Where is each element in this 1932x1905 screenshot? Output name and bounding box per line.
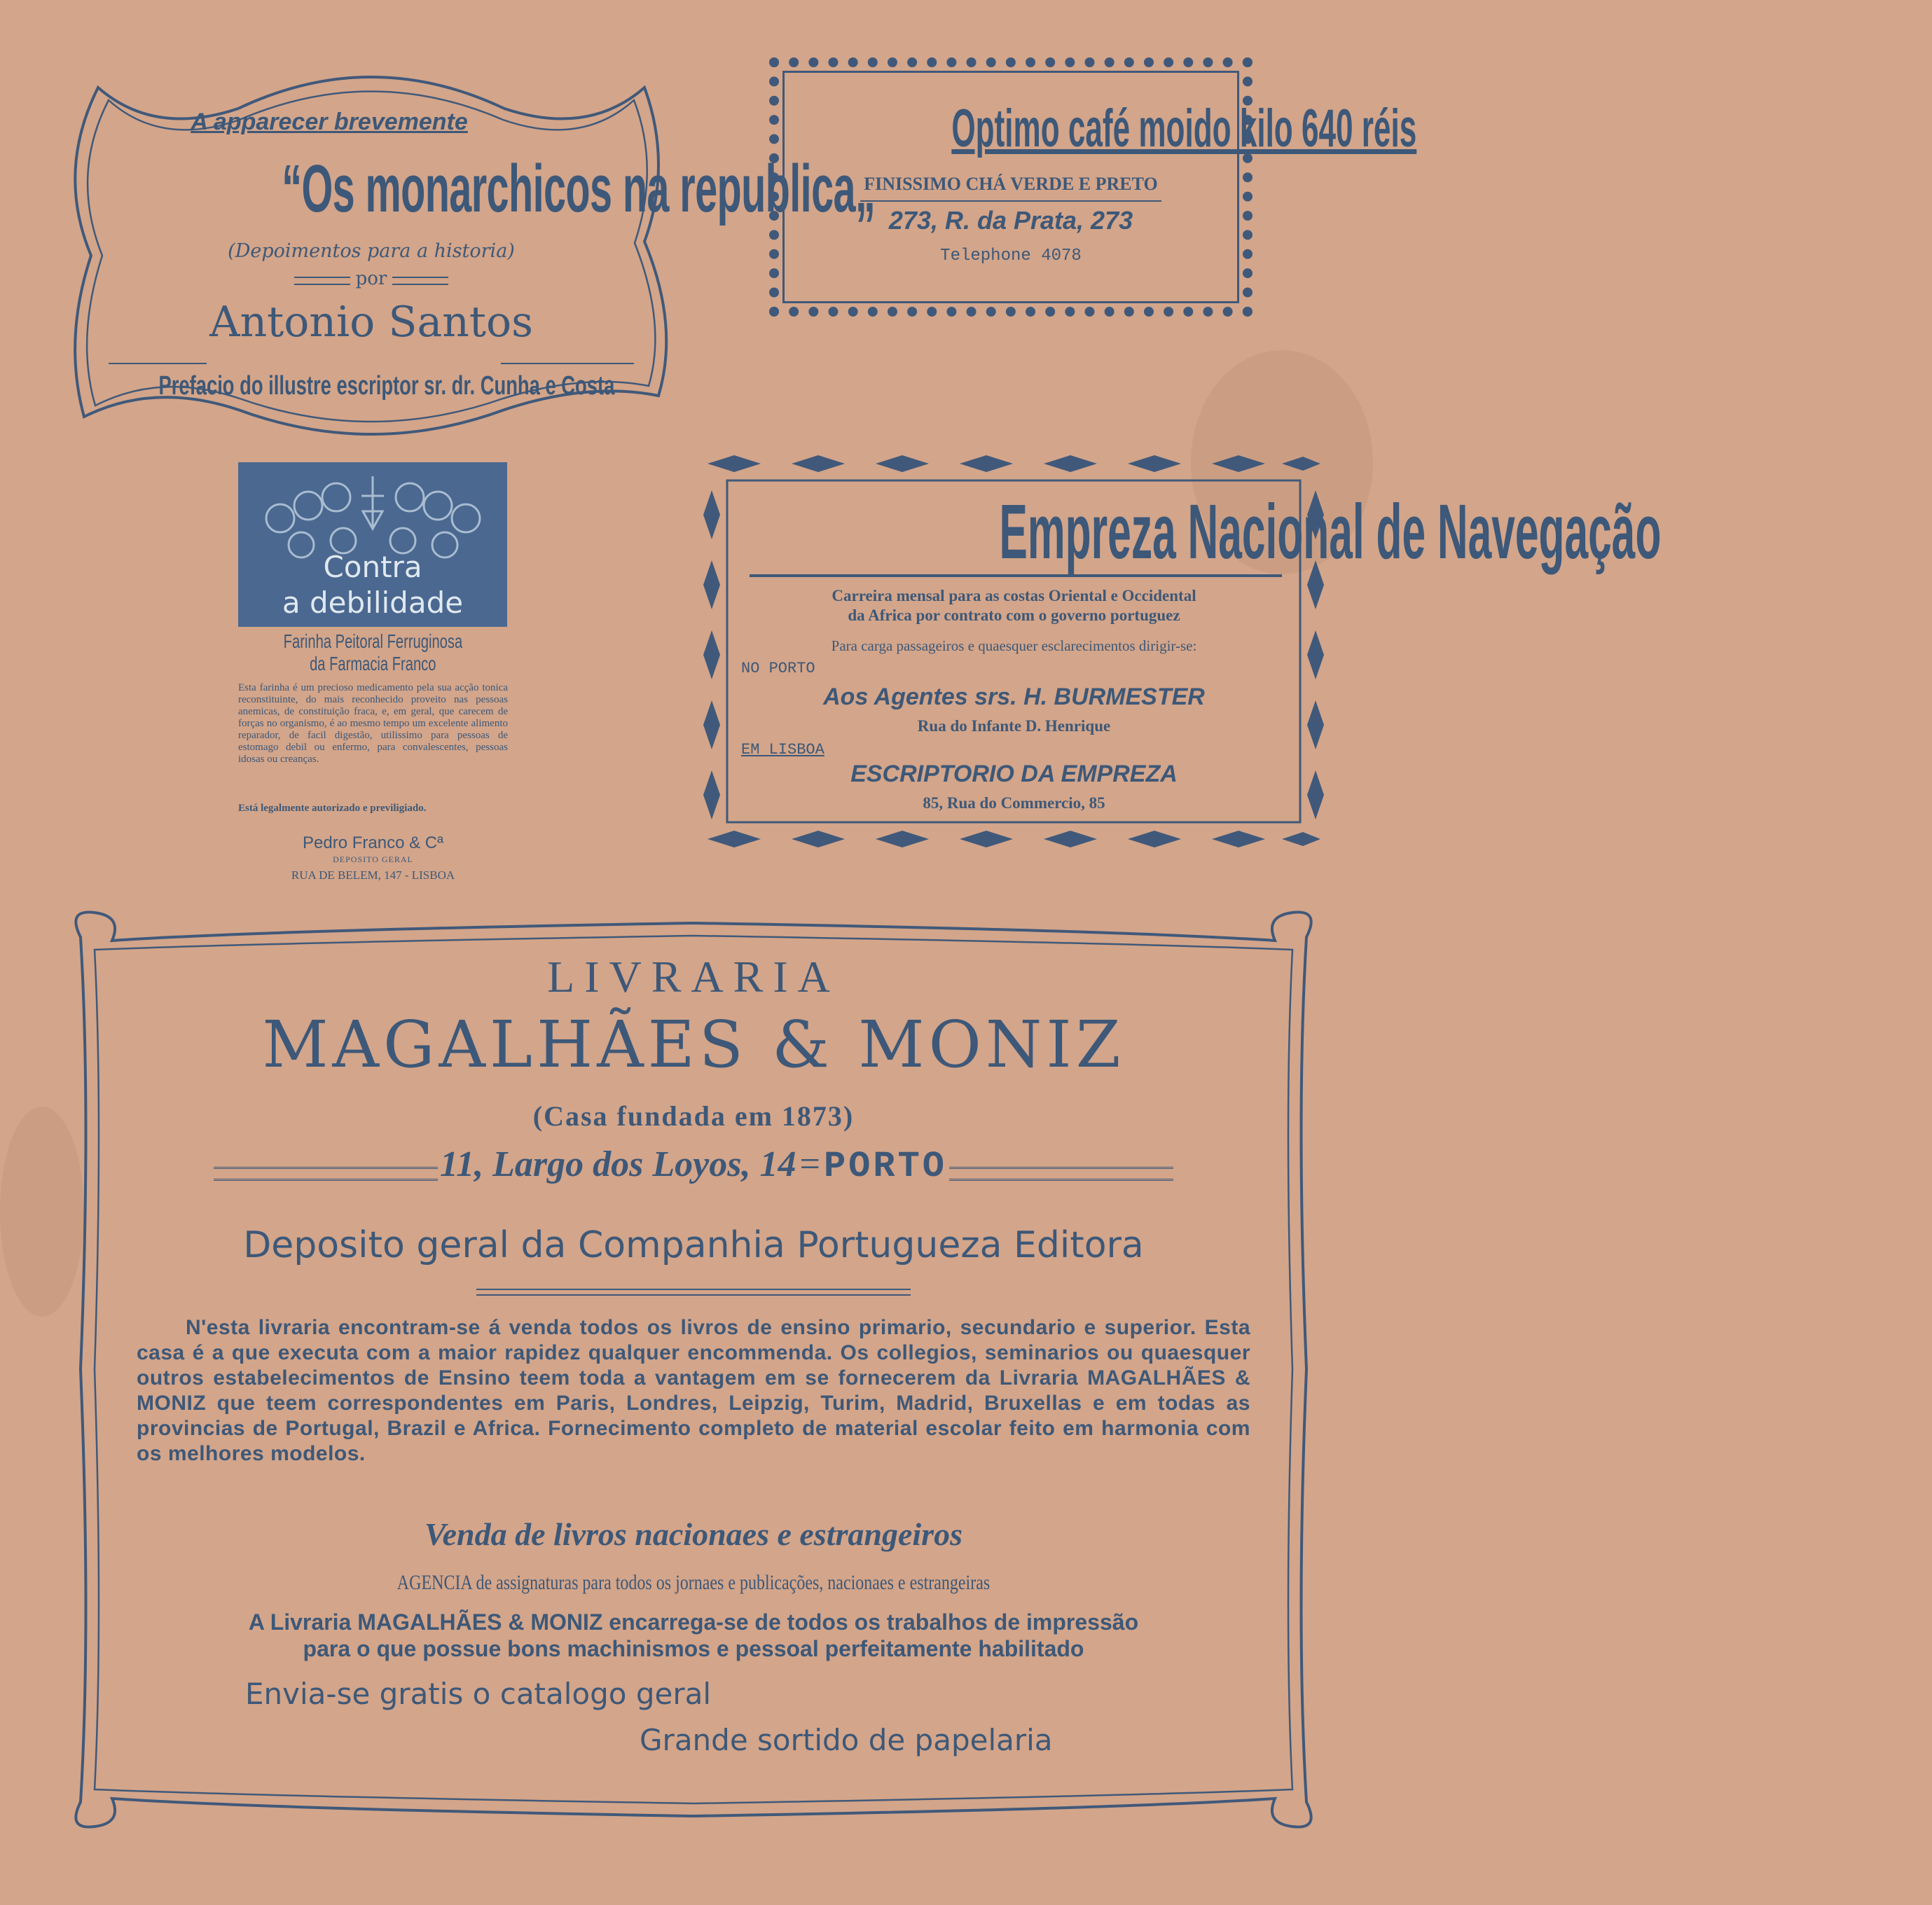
empreza-lisboa-street: 85, Rua do Commercio, 85	[923, 794, 1105, 812]
farinha-body: Esta farinha é um precioso medicamento pela sua acção tonica reconstituinte, do mais reconhecido proveito nas pessoas anemicas, de constituição fraca, e, em geral, que carecem de forças no organismo, é ao mesmo tempo um excelente alimento reparador, de facil digestão, utilissimo para pessoas de estomago debil ou enfermo, para convalescentes, pessoas idosas ou creanças.	[238, 682, 508, 765]
empreza-porto-label: NO PORTO	[741, 660, 815, 677]
farinha-address: RUA DE BELEM, 147 - LISBOA	[291, 868, 455, 882]
monarchicos-kicker: A apparecer brevemente	[191, 109, 468, 135]
divider	[476, 1289, 911, 1290]
monarchicos-preface: Prefacio do illustre escriptor sr. dr. Cunha e Costa	[158, 371, 615, 401]
livraria-founded: (Casa fundada em 1873)	[532, 1100, 855, 1132]
empreza-lisboa-label: EM LISBOA	[741, 741, 824, 758]
divider	[750, 574, 1282, 577]
farinha-banner	[238, 462, 507, 627]
empreza-title: Empreza Nacional de Navegação	[999, 489, 1662, 575]
empreza-line2: da Africa por contrato com o governo portuguez	[848, 607, 1180, 624]
ad-monarchicos	[56, 60, 876, 452]
livraria-sale: Venda de livros nacionaes e estrangeiros	[425, 1516, 962, 1552]
monarchicos-por: por	[355, 268, 387, 289]
address-dash: =	[799, 1144, 820, 1184]
divider	[476, 1294, 911, 1296]
divider	[109, 363, 207, 364]
livraria-label: LIVRARIA	[547, 952, 840, 1002]
ad-livraria	[60, 902, 1327, 1837]
ad-empreza	[701, 448, 1662, 854]
farinha-banner-line1: Contra	[323, 550, 422, 584]
farinha-product-line1: Farinha Peitoral Ferruginosa	[283, 630, 463, 652]
farinha-authorized: Está legalmente autorizado e previligiado.	[238, 803, 427, 814]
empreza-porto-street: Rua do Infante D. Henrique	[917, 717, 1111, 735]
livraria-agency: AGENCIA de assignaturas para todos os jornaes e publicações, nacionaes e estrangeiras	[396, 1571, 991, 1594]
monarchicos-subtitle: (Depoimentos para a historia)	[228, 240, 515, 262]
farinha-banner-line2: a debilidade	[282, 586, 464, 620]
livraria-stationery: Grande sortido de papelaria	[640, 1723, 1053, 1757]
livraria-catalog: Envia-se gratis o catalogo geral	[245, 1677, 712, 1711]
livraria-address: 11, Largo dos Loyos, 14	[440, 1144, 796, 1184]
livraria-city: PORTO	[823, 1146, 947, 1187]
ad-farinha	[235, 462, 511, 889]
empreza-line1: Carreira mensal para as costas Oriental e Occidental	[832, 587, 1196, 604]
cafe-address: 273, R. da Prata, 273	[888, 206, 1133, 235]
ad-cafe	[769, 57, 1417, 317]
farinha-company: Pedro Franco & Cª	[303, 833, 443, 852]
livraria-print-line2: para o que possue bons machinismos e pessoal perfeitamente habilitado	[303, 1636, 1084, 1661]
empreza-lisboa-office: ESCRIPTORIO DA EMPREZA	[850, 761, 1178, 787]
livraria-deposit: Deposito geral da Companhia Portugueza Editora	[243, 1224, 1144, 1266]
livraria-print-line1: A Livraria MAGALHÃES & MONIZ encarrega-se de todos os trabalhos de impressão	[248, 1609, 1139, 1635]
cafe-tea: FINISSIMO CHÁ VERDE E PRETO	[864, 174, 1158, 194]
livraria-body: N'esta livraria encontram-se á venda todos os livros de ensino primario, secundario e superior. Esta casa é a que executa com a maior rapidez qualquer encommenda. Os collegios, seminarios ou quaesquer outros estabelecimentos de Ensino teem toda a vantagem em se fornecerem da Livraria MAGALHÃES & MONIZ que teem correspondentes em Paris, Londres, Leipzig, Turim, Madrid, Bruxellas e em todas as provincias de Portugal, Brazil e Africa. Fornecimento completo de material escolar feito em harmonia com os melhores modelos.	[137, 1316, 1250, 1465]
farinha-product-line2: da Farmacia Franco	[310, 653, 436, 674]
divider	[392, 277, 448, 285]
divider	[860, 200, 1161, 202]
monarchicos-title: “Os monarchicos na republica„	[282, 151, 876, 226]
cafe-phone: Telephone 4078	[940, 247, 1082, 265]
livraria-name: MAGALHÃES & MONIZ	[262, 1007, 1125, 1082]
empreza-line3: Para carga passageiros e quaesquer esclarecimentos dirigir-se:	[831, 637, 1197, 654]
divider	[949, 1167, 1173, 1181]
farinha-deposit: DEPOSITO GERAL	[333, 854, 413, 864]
divider	[501, 363, 634, 364]
monarchicos-author: Antonio Santos	[209, 298, 533, 347]
cafe-headline: Optimo café moido kilo 640 réis	[951, 99, 1417, 158]
empreza-porto-agents: Aos Agentes srs. H. BURMESTER	[823, 684, 1205, 710]
